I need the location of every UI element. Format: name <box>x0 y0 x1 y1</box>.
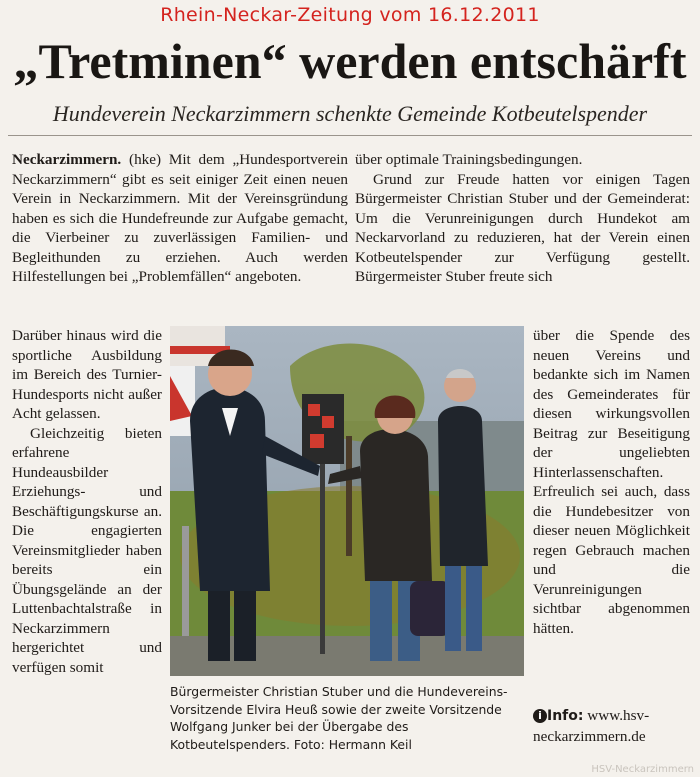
article-paragraph: Gleichzeitig bieten erfahrene Hundeausbilder Erziehungs- und Beschäftigungskurse an. Die engagierten Vereinsmitglieder haben bereits ein Übungsgelände an der Luttenbachtalstraße in Neckarzimmern hergerichtet und verfügen somit <box>12 424 162 676</box>
article-column-left-lower <box>12 326 162 677</box>
watermark: HSV-Neckarzimmern <box>591 764 694 775</box>
info-label: Info: <box>547 708 584 724</box>
info-box <box>533 706 693 746</box>
info-link[interactable]: www.hsv-neckarzimmern.de <box>533 707 650 745</box>
article-paragraph: über die Spende des neuen Vereins und bedankte sich im Namen des Gemeinderates für diesen wirkungsvollen Beitrag zur Beseitigung der ungeliebten Hinterlassenschaften. Erfreulich sei auch, dass die Hundebesitzer von dieser neuen Möglichkeit regen Gebrauch machen und die Verunreinigungen sichtbar abgenommen hätten. <box>533 327 690 637</box>
article-column-right-lower <box>533 326 690 638</box>
photo-caption: Bürgermeister Christian Stuber und die Hundevereins-Vorsitzende Elvira Heuß sowie der zweite Vorsitzende Wolfgang Junker bei der Übergabe des Kotbeutelspenders. Foto: Hermann Keil <box>170 684 508 752</box>
headline: „Tretminen“ werden entschärft <box>13 33 687 89</box>
info-icon: i <box>533 709 547 723</box>
article-column-left-top <box>12 150 348 287</box>
article-paragraph: über optimale Trainingsbedingungen. <box>355 151 583 168</box>
article-column-right-top <box>355 150 690 287</box>
subheadline: Hundeverein Neckarzimmern schenkte Gemeinde Kotbeutelspender <box>52 101 648 126</box>
article-photo <box>170 326 524 676</box>
article-paragraph: Darüber hinaus wird die sportliche Ausbildung im Bereich des Turnier-Hundesports nicht außer Acht gelassen. <box>12 327 162 422</box>
article-paragraph: (hke) Mit dem „Hundesportverein Neckarzimmern“ gibt es seit einiger Zeit einen neuen Verein in Neckarzimmern. Mit der Vereinsgründung haben es sich die Hundefreunde zur Aufgabe gemacht, die Vierbeiner zu zuverlässigen Familien- und Begleithunden zu erziehen. Auch werden Hilfestellungen bei „Problemfällen“ angeboten. <box>12 151 349 285</box>
newspaper-source-line: Rhein-Neckar-Zeitung vom 16.12.2011 <box>160 4 540 26</box>
dateline: Neckarzimmern. <box>12 151 122 168</box>
divider <box>8 135 692 136</box>
article-paragraph: Grund zur Freude hatten vor einigen Tagen Bürgermeister Christian Stuber und der Gemeinderat: Um die Verunreinigungen durch Hundekot am Neckarvorland zu reduzieren, hat der Verein einen Kotbeutelspender zur Verfügung gestellt. Bürgermeister Stuber freute sich <box>355 170 690 285</box>
